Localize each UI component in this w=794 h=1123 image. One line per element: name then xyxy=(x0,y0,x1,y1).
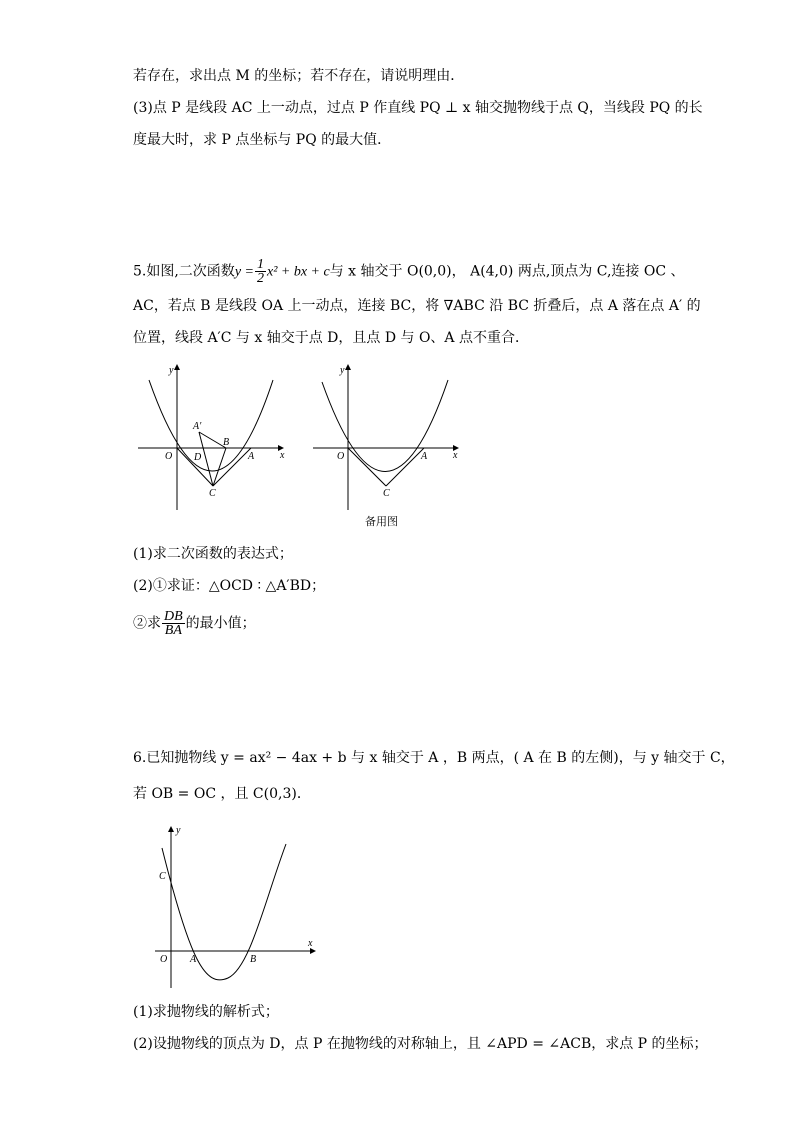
q5-sub3-fraction xyxy=(162,610,185,637)
q5-line-2: AC，若点 B 是线段 OA 上一动点，连接 BC，将 ∇ABC 沿 BC 折叠后，点 A 落在点 A′ 的 xyxy=(133,298,701,314)
q6-line-2: 若 OB = OC ，且 C(0,3)． xyxy=(133,786,311,802)
q5-formula-rest: x² + bx + c xyxy=(266,264,330,280)
label-o: O xyxy=(337,451,345,462)
segment-ac xyxy=(386,448,424,486)
y-axis-arrow xyxy=(168,826,174,832)
q5-sub3-prefix: ②求 xyxy=(133,615,161,632)
q5-frac-den: 2 xyxy=(256,271,264,286)
q5-after-formula: 与 x 轴交于 O(0,0)， A(4,0) 两点,顶点为 C,连接 OC 、 xyxy=(329,263,685,280)
q5-sub-1: (1)求二次函数的表达式； xyxy=(133,546,293,562)
label-a: A xyxy=(248,451,255,462)
spare-figure-caption: 备用图 xyxy=(365,515,398,528)
q4-line-3: 度最大时，求 P 点坐标与 PQ 的最大值． xyxy=(133,132,392,148)
segment-a-prime-b xyxy=(199,432,226,448)
q6-sub-1: (1)求抛物线的解析式； xyxy=(133,1004,279,1020)
label-x: x xyxy=(308,938,313,949)
q6-sub-2: (2)设抛物线的顶点为 D，点 P 在抛物线的对称轴上，且 ∠APD = ∠ACB，求点 P 的坐标； xyxy=(133,1036,708,1052)
label-b: B xyxy=(223,437,230,448)
y-axis-arrow xyxy=(345,364,351,370)
q5-sub3-den: BA xyxy=(164,623,182,638)
label-a: A xyxy=(421,451,428,462)
q4-line-1: 若存在，求出点 M 的坐标；若不存在，请说明理由． xyxy=(133,68,465,84)
q5-frac-num: 1 xyxy=(256,257,264,272)
q5-prefix: 5.如图,二次函数 xyxy=(133,263,235,280)
q5-sub3-num: DB xyxy=(164,609,183,624)
q5-sub-3 xyxy=(133,610,256,637)
q5-line-1 xyxy=(133,258,684,285)
label-y: y xyxy=(176,825,181,836)
q5-fraction xyxy=(255,258,266,285)
label-o: O xyxy=(165,451,173,462)
q4-line-2: (3)点 P 是线段 AC 上一动点，过点 P 作直线 PQ ⊥ x 轴交抛物线于点 Q，当线段 PQ 的长 xyxy=(133,100,703,116)
label-a-prime: A′ xyxy=(193,421,202,432)
label-y: y xyxy=(340,365,345,376)
q5-formula-y: y = xyxy=(234,264,254,280)
q5-line-3: 位置，线段 A′C 与 x 轴交于点 D，且点 D 与 O、A 点不重合． xyxy=(133,330,529,346)
label-o: O xyxy=(160,954,168,965)
q6-figure xyxy=(150,820,330,990)
label-b: B xyxy=(250,954,257,965)
label-c: C xyxy=(209,488,216,499)
label-d: D xyxy=(194,452,202,463)
q5-sub3-suffix: 的最小值； xyxy=(185,615,256,632)
label-c: C xyxy=(383,488,390,499)
q5-figure-1 xyxy=(133,362,293,512)
label-x: x xyxy=(453,450,458,461)
segment-ac xyxy=(213,448,251,486)
q5-figure-2 xyxy=(308,362,468,512)
segment-oc xyxy=(348,448,386,486)
q5-sub-2: (2)①求证：△OCD ∶ △A′BD； xyxy=(133,578,326,594)
y-axis-arrow xyxy=(174,364,180,370)
label-a: A xyxy=(190,954,197,965)
label-y: y xyxy=(169,365,174,376)
parabola xyxy=(162,844,286,980)
label-c: C xyxy=(159,871,166,882)
label-x: x xyxy=(280,450,285,461)
q6-line-1: 6.已知抛物线 y = ax² − 4ax + b 与 x 轴交于 A ，B 两点，( A 在 B 的左侧)，与 y 轴交于 C， xyxy=(133,750,735,766)
